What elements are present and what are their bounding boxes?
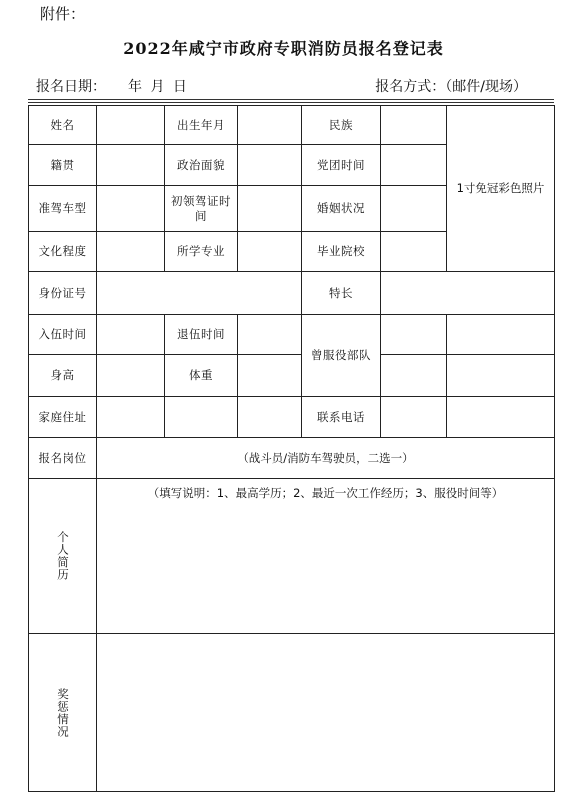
native-label: 籍贯 bbox=[29, 145, 97, 186]
enlist-label: 入伍时间 bbox=[29, 315, 97, 355]
major-label: 所学专业 bbox=[165, 232, 238, 272]
native-field[interactable] bbox=[97, 145, 165, 186]
marital-label: 婚姻状况 bbox=[302, 186, 381, 232]
party-time-field[interactable] bbox=[381, 145, 447, 186]
photo-placeholder[interactable]: 1寸免冠彩色照片 bbox=[447, 106, 555, 272]
served-unit-field-1[interactable] bbox=[381, 315, 447, 355]
rewards-label: 奖惩情况 bbox=[29, 634, 97, 792]
license-type-field[interactable] bbox=[97, 186, 165, 232]
license-type-label: 准驾车型 bbox=[29, 186, 97, 232]
birth-label: 出生年月 bbox=[165, 106, 238, 145]
height-label: 身高 bbox=[29, 355, 97, 397]
phone-label: 联系电话 bbox=[302, 397, 381, 438]
enlist-field[interactable] bbox=[97, 315, 165, 355]
id-label: 身份证号 bbox=[29, 272, 97, 315]
header-rule-1 bbox=[28, 99, 554, 100]
ethnicity-field[interactable] bbox=[381, 106, 447, 145]
marital-field[interactable] bbox=[381, 186, 447, 232]
name-field[interactable] bbox=[97, 106, 165, 145]
party-time-label: 党团时间 bbox=[302, 145, 381, 186]
first-license-label: 初领驾证时间 bbox=[165, 186, 238, 232]
registration-date bbox=[36, 76, 189, 96]
ethnicity-label: 民族 bbox=[302, 106, 381, 145]
address-field-1[interactable] bbox=[97, 397, 165, 438]
id-field[interactable] bbox=[97, 272, 302, 315]
phone-field-2[interactable] bbox=[447, 397, 555, 438]
rewards-field[interactable] bbox=[97, 634, 555, 792]
page-title: 2022年咸宁市政府专职消防员报名登记表 bbox=[123, 39, 444, 58]
education-field[interactable] bbox=[97, 232, 165, 272]
retire-label: 退伍时间 bbox=[165, 315, 238, 355]
height-field[interactable] bbox=[97, 355, 165, 397]
politics-label: 政治面貌 bbox=[165, 145, 238, 186]
header-rule-2 bbox=[28, 102, 554, 103]
politics-field[interactable] bbox=[238, 145, 302, 186]
weight-label: 体重 bbox=[165, 355, 238, 397]
retire-field[interactable] bbox=[238, 315, 302, 355]
attachment-label: 附件： bbox=[40, 5, 86, 23]
specialty-label: 特长 bbox=[302, 272, 381, 315]
birth-field[interactable] bbox=[238, 106, 302, 145]
post-label: 报名岗位 bbox=[29, 438, 97, 479]
served-unit-field-3[interactable] bbox=[381, 355, 447, 397]
name-label: 姓名 bbox=[29, 106, 97, 145]
school-field[interactable] bbox=[381, 232, 447, 272]
date-ymd: 年 月 日 bbox=[128, 79, 189, 95]
address-label: 家庭住址 bbox=[29, 397, 97, 438]
registration-method: 报名方式：（邮件/现场） bbox=[375, 79, 527, 95]
education-label: 文化程度 bbox=[29, 232, 97, 272]
served-unit-label: 曾服役部队 bbox=[302, 315, 381, 397]
resume-field[interactable]: （填写说明：1、最高学历；2、最近一次工作经历；3、服役时间等） bbox=[97, 479, 555, 634]
major-field[interactable] bbox=[238, 232, 302, 272]
school-label: 毕业院校 bbox=[302, 232, 381, 272]
post-options[interactable]: （战斗员/消防车驾驶员，二选一） bbox=[97, 438, 555, 479]
phone-field-1[interactable] bbox=[381, 397, 447, 438]
served-unit-field-2[interactable] bbox=[447, 315, 555, 355]
address-field-2[interactable] bbox=[165, 397, 238, 438]
served-unit-field-4[interactable] bbox=[447, 355, 555, 397]
resume-label: 个人简历 bbox=[29, 479, 97, 634]
address-field-3[interactable] bbox=[238, 397, 302, 438]
date-label: 报名日期： bbox=[36, 79, 106, 95]
weight-field[interactable] bbox=[238, 355, 302, 397]
first-license-field[interactable] bbox=[238, 186, 302, 232]
registration-form bbox=[28, 105, 555, 792]
specialty-field[interactable] bbox=[381, 272, 555, 315]
